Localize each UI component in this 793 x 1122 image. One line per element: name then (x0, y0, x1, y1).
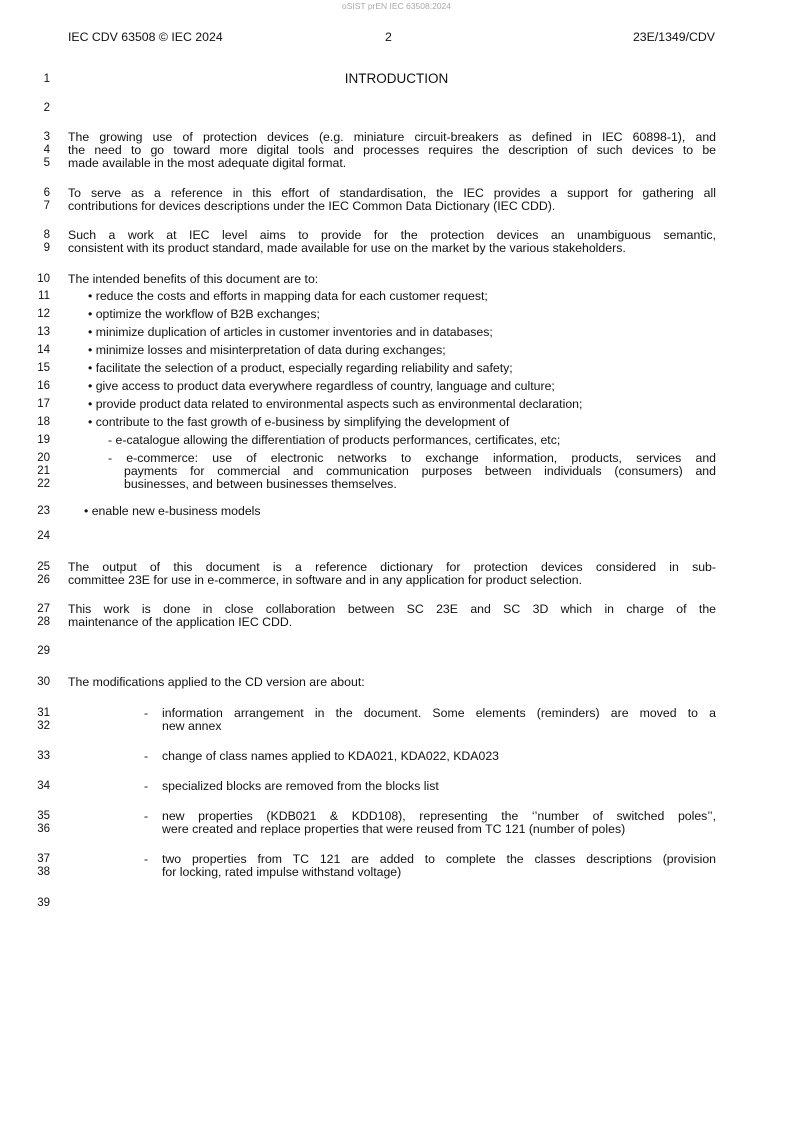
text-line: information arrangement in the document. Some elements (reminders) are moved to a (162, 706, 716, 720)
text-line: consistent with its product standard, made available for use on the market by the various stakeholders. (68, 241, 626, 255)
text-line: This work is done in close collaboration between SC 23E and SC 3D which in charge of the (68, 602, 716, 616)
line-number: 4 (43, 144, 50, 156)
list-dash-marker: - (144, 809, 149, 823)
text-line: • contribute to the fast growth of e-business by simplifying the development of (88, 415, 510, 429)
line-number: 21 (37, 465, 50, 477)
line-number: 32 (37, 720, 50, 732)
line-number: 26 (37, 574, 50, 586)
line-number: 5 (43, 157, 50, 169)
text-line: • facilitate the selection of a product, especially regarding reliability and safety; (88, 361, 513, 375)
line-number: 39 (37, 897, 50, 909)
text-line: • optimize the workflow of B2B exchanges; (88, 307, 320, 321)
text-line: new annex (162, 719, 222, 733)
text-line: businesses, and between businesses themselves. (124, 477, 397, 491)
text-line: • enable new e-business models (84, 504, 261, 518)
header-reference: 23E/1349/CDV (632, 30, 715, 44)
text-line: • provide product data related to environmental aspects such as environmental declaration; (88, 397, 583, 411)
text-line: specialized blocks are removed from the blocks list (162, 779, 439, 793)
list-dash-marker: - (144, 779, 149, 793)
header-document-id: IEC CDV 63508 © IEC 2024 (68, 30, 223, 44)
text-line: contributions for devices descriptions under the IEC Common Data Dictionary (IEC CDD). (68, 199, 556, 213)
text-line: - e-commerce: use of electronic networks to exchange information, products, services and (108, 451, 716, 465)
line-number: 22 (37, 478, 50, 490)
text-line: The growing use of protection devices (e.g. miniature circuit-breakers as defined in IEC 60898-1), and (68, 130, 716, 144)
text-line: - e-catalogue allowing the differentiation of products performances, certificates, etc; (108, 433, 561, 447)
text-line: Such a work at IEC level aims to provide for the protection devices an unambiguous semantic, (68, 228, 716, 242)
line-number: 6 (43, 187, 50, 199)
line-number: 3 (43, 131, 50, 143)
text-line: maintenance of the application IEC CDD. (68, 615, 293, 629)
line-number: 27 (37, 603, 50, 615)
line-number: 20 (37, 452, 50, 464)
line-number: 2 (43, 102, 50, 114)
line-number: 31 (37, 707, 50, 719)
text-line: The intended benefits of this document are to: (68, 272, 319, 286)
line-number: 13 (37, 326, 50, 338)
line-number: 11 (38, 290, 50, 302)
line-number: 30 (37, 676, 50, 688)
line-number: 15 (37, 362, 50, 374)
line-number: 19 (37, 434, 50, 446)
line-number: 35 (37, 810, 50, 822)
text-line: committee 23E for use in e-commerce, in software and in any application for product selection. (68, 573, 582, 587)
line-number: 25 (37, 561, 50, 573)
list-dash-marker: - (144, 749, 149, 763)
line-number: 37 (37, 853, 50, 865)
line-number: 16 (37, 380, 50, 392)
text-line: • give access to product data everywhere regardless of country, language and culture; (88, 379, 555, 393)
text-line: were created and replace properties that were reused from TC 121 (number of poles) (162, 822, 626, 836)
text-line: • minimize duplication of articles in customer inventories and in databases; (88, 325, 493, 339)
watermark: oSIST prEN IEC 63508:2024 (342, 1, 451, 11)
text-line: • reduce the costs and efforts in mapping data for each customer request; (88, 289, 488, 303)
section-title: INTRODUCTION (344, 71, 449, 86)
line-number: 34 (37, 780, 50, 792)
line-number: 28 (37, 616, 50, 628)
line-number: 8 (43, 229, 50, 241)
text-line: the need to go toward more digital tools and processes requires the description of such devices to be (68, 143, 716, 157)
line-number: 10 (37, 273, 50, 285)
text-line: for locking, rated impulse withstand voltage) (162, 865, 402, 879)
line-number: 1 (43, 73, 50, 85)
line-number: 14 (37, 344, 50, 356)
list-dash-marker: - (144, 852, 149, 866)
line-number: 36 (37, 823, 50, 835)
line-number: 12 (37, 308, 50, 320)
line-number: 7 (43, 200, 50, 212)
list-dash-marker: - (144, 706, 149, 720)
line-number: 24 (37, 530, 50, 542)
line-number: 17 (37, 398, 50, 410)
line-number: 23 (37, 505, 50, 517)
text-line: new properties (KDB021 & KDD108), representing the ‘’number of switched poles’’, (162, 809, 716, 823)
line-number: 18 (37, 416, 50, 428)
line-number: 38 (37, 866, 50, 878)
text-line: The modifications applied to the CD version are about: (68, 675, 365, 689)
text-line: To serve as a reference in this effort of standardisation, the IEC provides a support for gathering all (68, 186, 716, 200)
header-page-number: 2 (385, 30, 392, 44)
text-line: change of class names applied to KDA021, KDA022, KDA023 (162, 749, 500, 763)
text-line: payments for commercial and communication purposes between individuals (consumers) and (124, 464, 716, 478)
text-line: made available in the most adequate digital format. (68, 156, 347, 170)
text-line: The output of this document is a reference dictionary for protection devices considered in sub- (68, 560, 716, 574)
text-line: two properties from TC 121 are added to complete the classes descriptions (provision (162, 852, 716, 866)
line-number: 29 (37, 645, 50, 657)
line-number: 33 (37, 750, 50, 762)
text-line: • minimize losses and misinterpretation of data during exchanges; (88, 343, 446, 357)
line-number: 9 (43, 242, 50, 254)
